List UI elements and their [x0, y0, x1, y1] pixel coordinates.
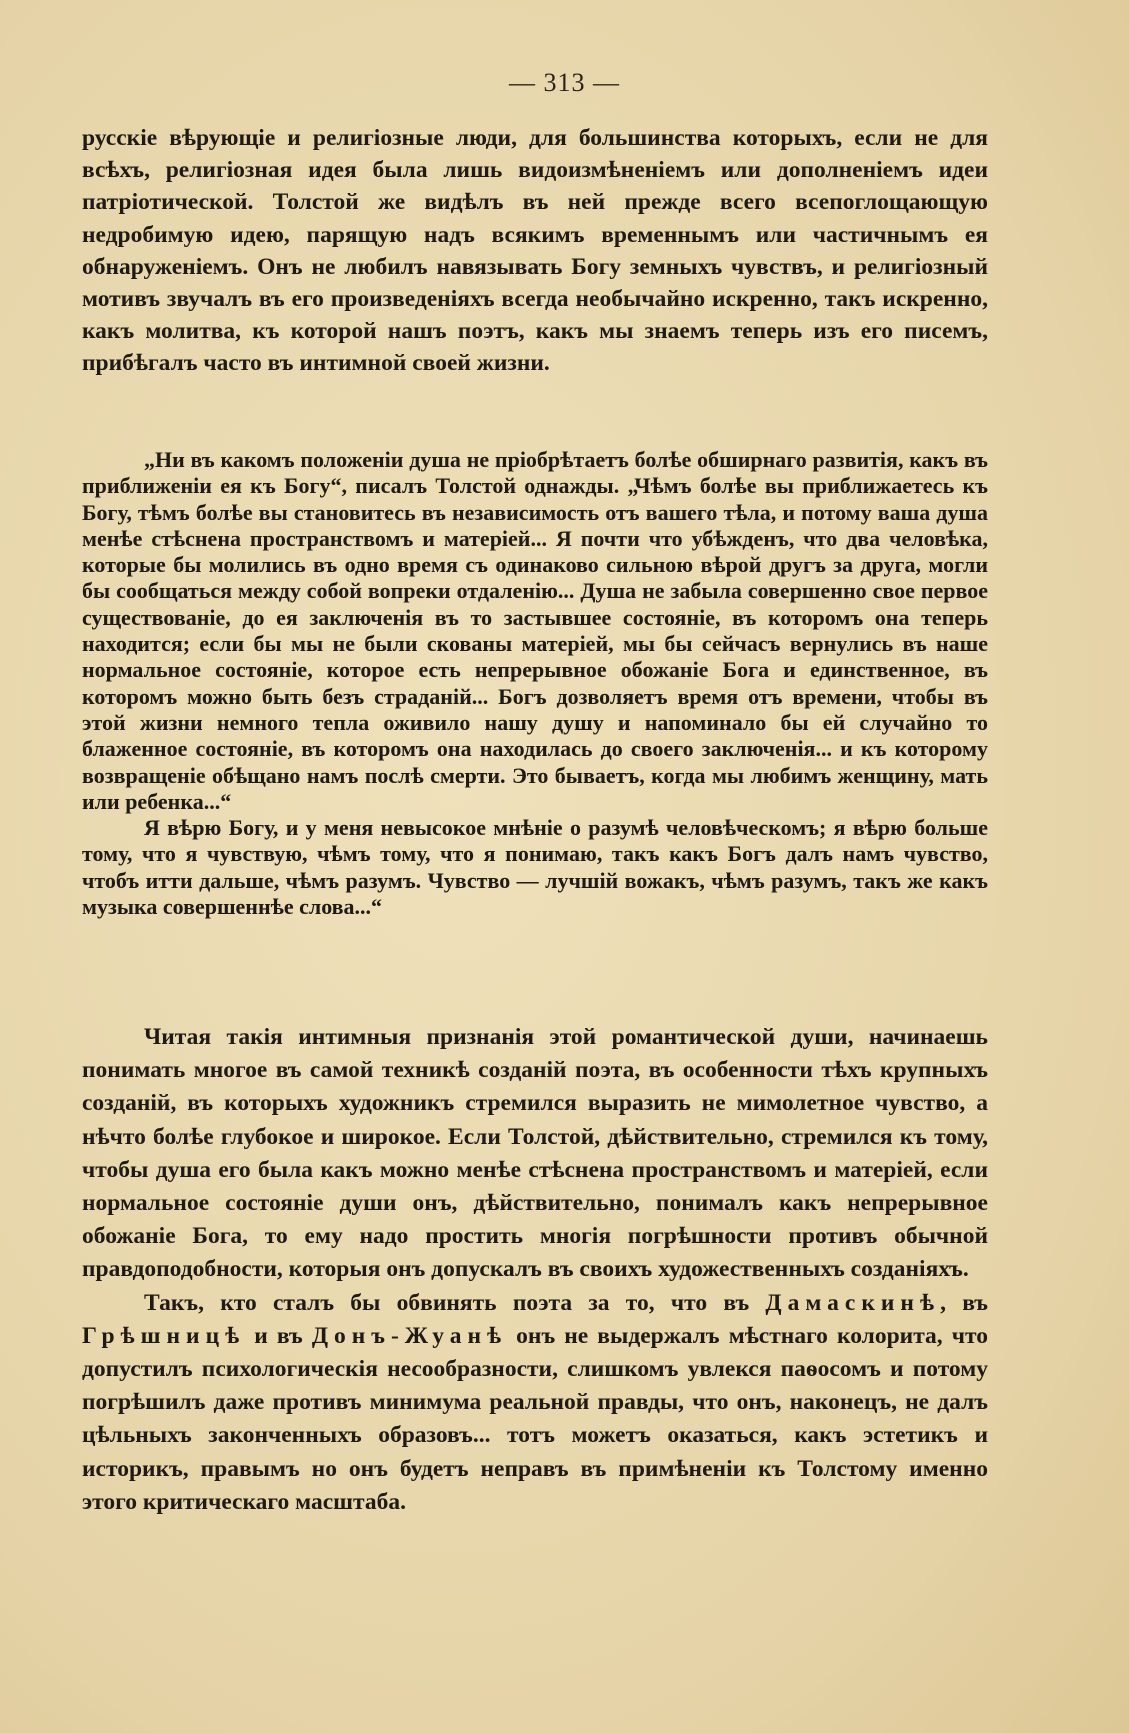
paragraph-bottom [82, 1021, 988, 1519]
text-run: , въ [940, 1289, 988, 1316]
text-run: Такъ, кто сталъ бы обвинять поэта за то, что въ [144, 1289, 766, 1316]
page-number: — 313 — [509, 68, 620, 97]
quotation-paragraph-1: „Ни въ какомъ положеніи душа не пріобрѣтаетъ болѣе обширнаго развитія, какъ въ приближеніи ея къ Богу“, писалъ Толстой однажды. „Чѣмъ болѣе вы приближаетесь къ Богу, тѣмъ болѣе вы становитесь въ независимость отъ вашего тѣла, и потому ваша душа менѣе стѣснена пространствомъ и матеріей... Я почти что убѣжденъ, что два человѣка, которые бы молились въ одно время съ одинаково сильною вѣрой другъ за друга, могли бы сообщаться между собой вопреки отдаленію... Душа не забыла совершенно свое первое существованіе, до ея заключенія въ то застывшее состояніе, въ которомъ она теперь находится; если бы мы не были скованы матеріей, мы бы сейчасъ вернулись въ наше нормальное состояніе, которое есть непрерывное обожаніе Бога и единственное, въ которомъ можно быть безъ страданій... Богъ дозволяетъ время отъ времени, чтобы въ этой жизни немного тепла оживило нашу душу и напоминало бы ей случайно то блаженное состояніе, въ которомъ она находилась до своего заключенія... и къ которому возвращеніе обѣщано намъ послѣ смерти. Это бываетъ, когда мы любимъ женщину, мать или ребенка...“ [82, 447, 988, 814]
work-title-damaskin: Дамаскинѣ [765, 1289, 941, 1316]
work-title-don-juan: Донъ-Жуанѣ [311, 1322, 508, 1349]
work-title-greshnitsa: Грѣшницѣ [82, 1322, 246, 1349]
letter-quotation [82, 447, 988, 920]
text-run: и въ [245, 1322, 312, 1349]
paragraph-top [82, 122, 988, 380]
text-run: онъ не выдержалъ мѣстнаго колорита, что допустилъ психологическія несообразности, слишкомъ увлекся паѳосомъ и потому погрѣшилъ даже противъ минимума реальной правды, что онъ, наконецъ, не далъ цѣльныхъ законченныхъ образовъ... тотъ можетъ оказаться, какъ эстетикъ и историкъ, правымъ но онъ будетъ неправъ въ примѣненіи къ Толстому именно этого критическаго масштаба. [82, 1322, 988, 1515]
paragraph-text: русскіе вѣрующіе и религіозные люди, для большинства которыхъ, если не для всѣхъ, религіозная идея была лишь видоизмѣненіемъ или дополненіемъ идеи патріотической. Толстой же видѣлъ въ ней прежде всего всепоглощающую недробимую идею, парящую надъ всякимъ временнымъ или частичнымъ ея обнаруженіемъ. Онъ не любилъ навязывать Богу земныхъ чувствъ, и религіозный мотивъ звучалъ въ его произведеніяхъ всегда необычайно искренно, такъ искренно, какъ молитва, къ которой нашъ поэтъ, какъ мы знаемъ теперь изъ его писемъ, прибѣгалъ часто въ интимной своей жизни. [82, 125, 988, 377]
paragraph-text-works [82, 1287, 988, 1519]
paragraph-text: Читая такія интимныя признанія этой романтической души, начинаешь понимать многое въ самой техникѣ созданій поэта, въ особенности тѣхъ крупныхъ созданій, въ которыхъ художникъ стремился выразить не мимолетное чувство, а нѣчто болѣе глубокое и широкое. Если Толстой, дѣйствительно, стремился къ тому, чтобы душа его была какъ можно менѣе стѣснена пространствомъ и матеріей, если нормальное состояніе души онъ, дѣйствительно, понималъ какъ непрерывное обожаніе Бога, то ему надо простить многія погрѣшности противъ обычной правдоподобности, которыя онъ допускалъ въ своихъ художественныхъ созданіяхъ. [82, 1024, 988, 1283]
quotation-paragraph-2: Я вѣрю Богу, и у меня невысокое мнѣніе о разумѣ человѣческомъ; я вѣрю больше тому, что я чувствую, чѣмъ тому, что я понимаю, такъ какъ Богъ далъ намъ чувство, чтобъ итти дальше, чѣмъ разумъ. Чувство — лучшій вожакъ, чѣмъ разумъ, такъ же какъ музыка совершеннѣе слова...“ [82, 815, 988, 920]
